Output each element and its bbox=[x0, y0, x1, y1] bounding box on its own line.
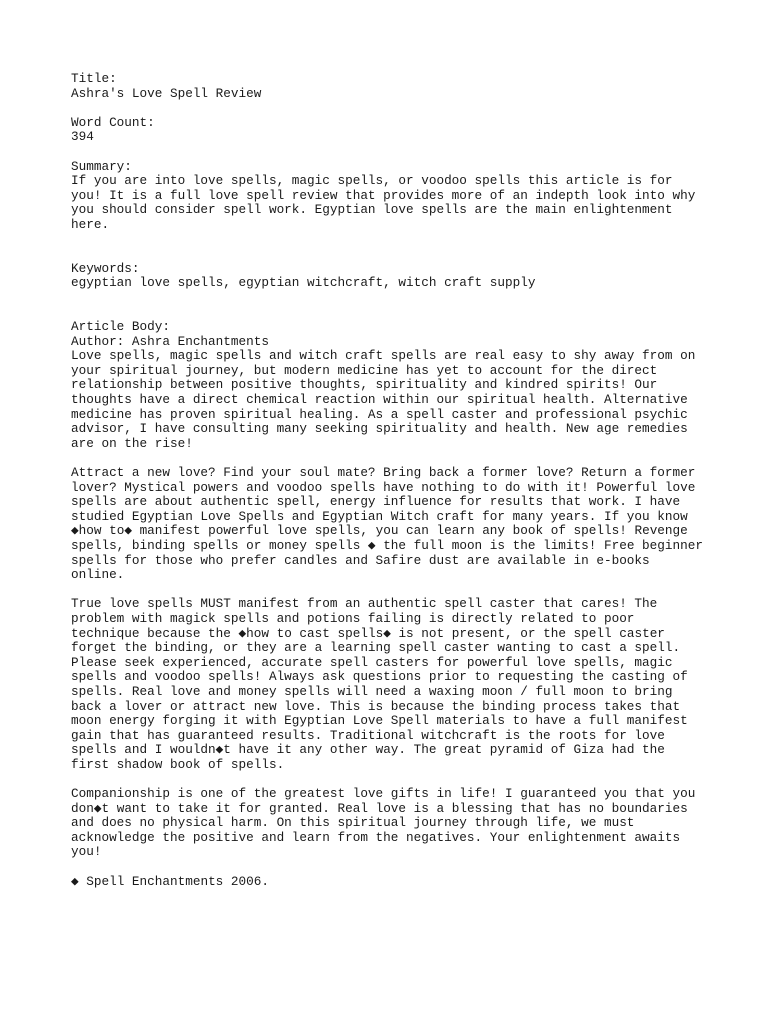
paragraph-line: advisor, I have consulting many seeking spirituality and health. New age remedies bbox=[71, 421, 688, 437]
paragraph-line: gain that has guaranteed results. Traditional witchcraft is the roots for love bbox=[71, 727, 665, 743]
paragraph-line: first shadow book of spells. bbox=[71, 756, 285, 772]
paragraph-line: thoughts have a direct chemical reaction within our spiritual health. Alternative bbox=[71, 392, 688, 408]
document-page bbox=[71, 72, 751, 889]
paragraph-line: Companionship is one of the greatest love gifts in life! I guaranteed you that you bbox=[71, 786, 696, 802]
article-footer bbox=[71, 875, 751, 890]
summary-line: you should consider spell work. Egyptian love spells are the main enlightenment bbox=[71, 202, 673, 218]
paragraph-line: and does no physical harm. On this spiritual journey through life, we must bbox=[71, 815, 635, 831]
paragraph-line: your spiritual journey, but modern medicine has yet to account for the direct bbox=[71, 362, 658, 378]
paragraph-line: medicine has proven spiritual healing. As a spell caster and professional psychic bbox=[71, 406, 688, 422]
article-paragraph-2 bbox=[71, 466, 751, 583]
paragraph-line: back a lover or attract new love. This is because the binding process takes that bbox=[71, 698, 681, 714]
paragraph-line: spells for those who prefer candles and Safire dust are available in e-books bbox=[71, 552, 650, 568]
article-author: Author: Ashra Enchantments bbox=[71, 333, 269, 349]
paragraph-line: spells and I wouldn◆t have it any other way. The great pyramid of Giza had the bbox=[71, 742, 665, 758]
word-count-label: Word Count: bbox=[71, 114, 155, 130]
paragraph-line: ◆how to◆ manifest powerful love spells, you can learn any book of spells! Revenge bbox=[71, 523, 688, 539]
summary-line: If you are into love spells, magic spells, or voodoo spells this article is for bbox=[71, 173, 673, 189]
paragraph-line: don◆t want to take it for granted. Real love is a blessing that has no boundaries bbox=[71, 800, 688, 816]
keywords-label: Keywords: bbox=[71, 260, 140, 276]
paragraph-line: Attract a new love? Find your soul mate? Bring back a former love? Return a former bbox=[71, 465, 696, 481]
paragraph-line: Please seek experienced, accurate spell casters for powerful love spells, magic bbox=[71, 654, 673, 670]
word-count-value: 394 bbox=[71, 129, 94, 145]
article-paragraph-1 bbox=[71, 349, 751, 451]
title-section bbox=[71, 72, 751, 101]
article-section bbox=[71, 320, 751, 889]
paragraph-line: forget the binding, or they are a learning spell caster wanting to cast a spell. bbox=[71, 640, 681, 656]
keywords-section bbox=[71, 262, 751, 291]
summary-line: you! It is a full love spell review that provides more of an indepth look into why bbox=[71, 187, 696, 203]
paragraph-line: are on the rise! bbox=[71, 435, 193, 451]
article-paragraph-4 bbox=[71, 787, 751, 860]
paragraph-line: online. bbox=[71, 567, 125, 583]
paragraph-line: studied Egyptian Love Spells and Egyptian Witch craft for many years. If you know bbox=[71, 508, 688, 524]
title-label: Title: bbox=[71, 71, 117, 86]
paragraph-line: spells. Real love and money spells will need a waxing moon / full moon to bring bbox=[71, 683, 673, 699]
paragraph-line: technique because the ◆how to cast spells◆ is not present, or the spell caster bbox=[71, 625, 665, 641]
article-paragraph-3 bbox=[71, 597, 751, 772]
title-value: Ashra's Love Spell Review bbox=[71, 85, 262, 101]
article-label: Article Body: bbox=[71, 319, 170, 335]
summary-line: here. bbox=[71, 216, 110, 232]
paragraph-line: problem with magick spells and potions failing is directly related to poor bbox=[71, 610, 635, 626]
paragraph-line: Love spells, magic spells and witch craft spells are real easy to shy away from on bbox=[71, 348, 696, 364]
paragraph-line: you! bbox=[71, 844, 102, 860]
paragraph-line: relationship between positive thoughts, spirituality and kindred spirits! Our bbox=[71, 377, 658, 393]
copyright-line: ◆ Spell Enchantments 2006. bbox=[71, 873, 269, 889]
paragraph-line: spells and voodoo spells! Always ask questions prior to requesting the casting of bbox=[71, 669, 688, 685]
keywords-value: egyptian love spells, egyptian witchcraft, witch craft supply bbox=[71, 275, 536, 291]
paragraph-line: lover? Mystical powers and voodoo spells have nothing to do with it! Powerful love bbox=[71, 479, 696, 495]
paragraph-line: moon energy forging it with Egyptian Love Spell materials to have a full manifest bbox=[71, 713, 688, 729]
paragraph-line: spells, binding spells or money spells ◆ the full moon is the limits! Free beginner bbox=[71, 538, 703, 553]
summary-section bbox=[71, 160, 751, 233]
word-count-section bbox=[71, 116, 751, 145]
summary-label: Summary: bbox=[71, 158, 132, 174]
paragraph-line: spells are about authentic spell, energy influence for results that work. I have bbox=[71, 494, 681, 510]
paragraph-line: True love spells MUST manifest from an authentic spell caster that cares! The bbox=[71, 596, 658, 612]
paragraph-line: acknowledge the positive and learn from the negatives. Your enlightenment awaits bbox=[71, 829, 681, 845]
